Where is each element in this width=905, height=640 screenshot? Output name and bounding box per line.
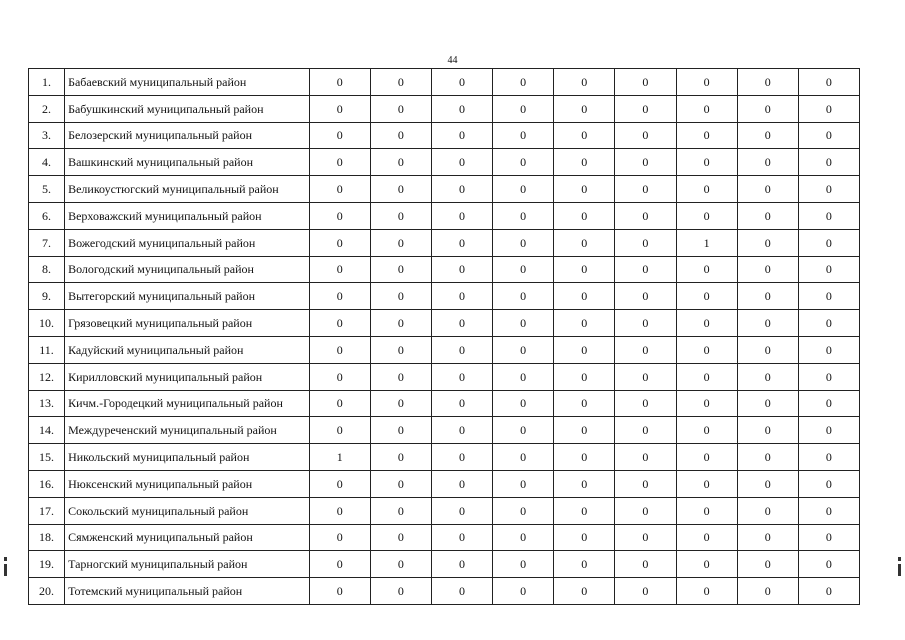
district-name-cell: Бабушкинский муниципальный район: [65, 95, 310, 122]
value-cell-6: 0: [615, 69, 676, 96]
value-cell-8: 0: [737, 202, 798, 229]
value-cell-3: 0: [431, 390, 492, 417]
value-cell-5: 0: [554, 149, 615, 176]
table-row: [29, 149, 860, 176]
value-cell-7: 0: [676, 176, 737, 203]
value-cell-2: 0: [370, 149, 431, 176]
row-number-cell: 7.: [29, 229, 65, 256]
value-cell-9: 0: [798, 122, 859, 149]
value-cell-7: 0: [676, 363, 737, 390]
value-cell-5: 0: [554, 444, 615, 471]
row-number-cell: 19.: [29, 551, 65, 578]
value-cell-5: 0: [554, 95, 615, 122]
value-cell-3: 0: [431, 497, 492, 524]
value-cell-8: 0: [737, 69, 798, 96]
row-number-cell: 18.: [29, 524, 65, 551]
district-table: [28, 68, 860, 605]
value-cell-7: 0: [676, 524, 737, 551]
value-cell-3: 0: [431, 176, 492, 203]
value-cell-1: 0: [309, 417, 370, 444]
value-cell-3: 0: [431, 470, 492, 497]
value-cell-4: 0: [493, 149, 554, 176]
value-cell-4: 0: [493, 336, 554, 363]
value-cell-5: 0: [554, 229, 615, 256]
value-cell-6: 0: [615, 256, 676, 283]
value-cell-8: 0: [737, 551, 798, 578]
value-cell-5: 0: [554, 390, 615, 417]
scan-edge-mark-right: [898, 557, 901, 577]
value-cell-4: 0: [493, 578, 554, 605]
value-cell-5: 0: [554, 470, 615, 497]
value-cell-8: 0: [737, 390, 798, 417]
row-number-cell: 1.: [29, 69, 65, 96]
value-cell-1: 0: [309, 256, 370, 283]
table-row: [29, 524, 860, 551]
table-row: [29, 470, 860, 497]
row-number-cell: 15.: [29, 444, 65, 471]
value-cell-2: 0: [370, 283, 431, 310]
value-cell-8: 0: [737, 229, 798, 256]
value-cell-9: 0: [798, 444, 859, 471]
value-cell-1: 0: [309, 229, 370, 256]
value-cell-7: 0: [676, 417, 737, 444]
row-number-cell: 2.: [29, 95, 65, 122]
value-cell-8: 0: [737, 470, 798, 497]
value-cell-2: 0: [370, 202, 431, 229]
value-cell-5: 0: [554, 578, 615, 605]
value-cell-1: 0: [309, 551, 370, 578]
district-name-cell: Вологодский муниципальный район: [65, 256, 310, 283]
value-cell-6: 0: [615, 202, 676, 229]
value-cell-6: 0: [615, 363, 676, 390]
value-cell-7: 0: [676, 390, 737, 417]
value-cell-6: 0: [615, 95, 676, 122]
value-cell-3: 0: [431, 202, 492, 229]
value-cell-1: 0: [309, 283, 370, 310]
value-cell-4: 0: [493, 524, 554, 551]
value-cell-4: 0: [493, 122, 554, 149]
district-name-cell: Нюксенский муниципальный район: [65, 470, 310, 497]
value-cell-9: 0: [798, 390, 859, 417]
value-cell-7: 0: [676, 95, 737, 122]
value-cell-7: 0: [676, 470, 737, 497]
row-number-cell: 20.: [29, 578, 65, 605]
value-cell-2: 0: [370, 363, 431, 390]
table-row: [29, 256, 860, 283]
value-cell-2: 0: [370, 69, 431, 96]
value-cell-8: 0: [737, 122, 798, 149]
row-number-cell: 13.: [29, 390, 65, 417]
value-cell-7: 0: [676, 69, 737, 96]
value-cell-6: 0: [615, 176, 676, 203]
value-cell-5: 0: [554, 551, 615, 578]
district-name-cell: Кичм.-Городецкий муниципальный район: [65, 390, 310, 417]
district-name-cell: Кадуйский муниципальный район: [65, 336, 310, 363]
value-cell-6: 0: [615, 578, 676, 605]
value-cell-1: 0: [309, 95, 370, 122]
value-cell-4: 0: [493, 229, 554, 256]
value-cell-7: 0: [676, 122, 737, 149]
value-cell-3: 0: [431, 283, 492, 310]
row-number-cell: 3.: [29, 122, 65, 149]
value-cell-7: 0: [676, 149, 737, 176]
value-cell-9: 0: [798, 283, 859, 310]
value-cell-7: 0: [676, 283, 737, 310]
value-cell-7: 0: [676, 551, 737, 578]
value-cell-2: 0: [370, 336, 431, 363]
value-cell-1: 0: [309, 497, 370, 524]
value-cell-1: 0: [309, 149, 370, 176]
value-cell-8: 0: [737, 578, 798, 605]
row-number-cell: 8.: [29, 256, 65, 283]
value-cell-4: 0: [493, 95, 554, 122]
value-cell-5: 0: [554, 69, 615, 96]
district-name-cell: Сямженский муниципальный район: [65, 524, 310, 551]
value-cell-2: 0: [370, 176, 431, 203]
value-cell-9: 0: [798, 551, 859, 578]
value-cell-2: 0: [370, 229, 431, 256]
value-cell-6: 0: [615, 497, 676, 524]
district-name-cell: Вожегодский муниципальный район: [65, 229, 310, 256]
value-cell-3: 0: [431, 122, 492, 149]
value-cell-2: 0: [370, 524, 431, 551]
value-cell-9: 0: [798, 497, 859, 524]
value-cell-7: 0: [676, 336, 737, 363]
value-cell-6: 0: [615, 524, 676, 551]
value-cell-9: 0: [798, 69, 859, 96]
value-cell-1: 0: [309, 176, 370, 203]
table-row: [29, 122, 860, 149]
value-cell-6: 0: [615, 122, 676, 149]
value-cell-2: 0: [370, 470, 431, 497]
district-name-cell: Верховажский муниципальный район: [65, 202, 310, 229]
value-cell-4: 0: [493, 69, 554, 96]
value-cell-1: 0: [309, 363, 370, 390]
district-name-cell: Грязовецкий муниципальный район: [65, 310, 310, 337]
value-cell-5: 0: [554, 283, 615, 310]
value-cell-8: 0: [737, 310, 798, 337]
value-cell-6: 0: [615, 390, 676, 417]
value-cell-7: 0: [676, 578, 737, 605]
value-cell-9: 0: [798, 149, 859, 176]
value-cell-9: 0: [798, 524, 859, 551]
value-cell-4: 0: [493, 363, 554, 390]
table-row: [29, 497, 860, 524]
value-cell-8: 0: [737, 417, 798, 444]
district-name-cell: Вашкинский муниципальный район: [65, 149, 310, 176]
value-cell-8: 0: [737, 497, 798, 524]
value-cell-6: 0: [615, 444, 676, 471]
value-cell-4: 0: [493, 390, 554, 417]
value-cell-8: 0: [737, 95, 798, 122]
district-name-cell: Тотемский муниципальный район: [65, 578, 310, 605]
row-number-cell: 10.: [29, 310, 65, 337]
value-cell-3: 0: [431, 524, 492, 551]
value-cell-5: 0: [554, 363, 615, 390]
value-cell-2: 0: [370, 417, 431, 444]
row-number-cell: 6.: [29, 202, 65, 229]
value-cell-6: 0: [615, 336, 676, 363]
value-cell-5: 0: [554, 497, 615, 524]
table-row: [29, 417, 860, 444]
table-row: [29, 202, 860, 229]
value-cell-3: 0: [431, 336, 492, 363]
value-cell-4: 0: [493, 417, 554, 444]
value-cell-8: 0: [737, 283, 798, 310]
value-cell-7: 0: [676, 256, 737, 283]
value-cell-2: 0: [370, 256, 431, 283]
row-number-cell: 12.: [29, 363, 65, 390]
value-cell-4: 0: [493, 470, 554, 497]
value-cell-9: 0: [798, 578, 859, 605]
table-row: [29, 336, 860, 363]
value-cell-1: 0: [309, 310, 370, 337]
value-cell-5: 0: [554, 202, 615, 229]
value-cell-3: 0: [431, 229, 492, 256]
value-cell-9: 0: [798, 470, 859, 497]
value-cell-2: 0: [370, 390, 431, 417]
value-cell-1: 0: [309, 336, 370, 363]
value-cell-9: 0: [798, 310, 859, 337]
value-cell-3: 0: [431, 363, 492, 390]
table-row: [29, 229, 860, 256]
value-cell-5: 0: [554, 417, 615, 444]
district-name-cell: Кирилловский муниципальный район: [65, 363, 310, 390]
value-cell-1: 0: [309, 470, 370, 497]
value-cell-3: 0: [431, 444, 492, 471]
value-cell-2: 0: [370, 578, 431, 605]
value-cell-9: 0: [798, 256, 859, 283]
value-cell-4: 0: [493, 444, 554, 471]
value-cell-1: 0: [309, 390, 370, 417]
value-cell-1: 0: [309, 122, 370, 149]
value-cell-6: 0: [615, 310, 676, 337]
value-cell-6: 0: [615, 417, 676, 444]
table-row: [29, 578, 860, 605]
value-cell-3: 0: [431, 417, 492, 444]
value-cell-3: 0: [431, 578, 492, 605]
value-cell-1: 0: [309, 202, 370, 229]
value-cell-5: 0: [554, 310, 615, 337]
value-cell-9: 0: [798, 95, 859, 122]
row-number-cell: 14.: [29, 417, 65, 444]
value-cell-4: 0: [493, 256, 554, 283]
table-row: [29, 176, 860, 203]
table-row: [29, 363, 860, 390]
value-cell-9: 0: [798, 202, 859, 229]
value-cell-1: 0: [309, 524, 370, 551]
value-cell-9: 0: [798, 336, 859, 363]
value-cell-9: 0: [798, 363, 859, 390]
row-number-cell: 9.: [29, 283, 65, 310]
value-cell-2: 0: [370, 122, 431, 149]
value-cell-2: 0: [370, 551, 431, 578]
value-cell-9: 0: [798, 229, 859, 256]
value-cell-4: 0: [493, 283, 554, 310]
value-cell-6: 0: [615, 551, 676, 578]
value-cell-6: 0: [615, 149, 676, 176]
value-cell-8: 0: [737, 524, 798, 551]
table-row: [29, 310, 860, 337]
value-cell-8: 0: [737, 256, 798, 283]
value-cell-4: 0: [493, 497, 554, 524]
value-cell-9: 0: [798, 417, 859, 444]
district-name-cell: Великоустюгский муниципальный район: [65, 176, 310, 203]
value-cell-8: 0: [737, 149, 798, 176]
value-cell-5: 0: [554, 256, 615, 283]
value-cell-8: 0: [737, 336, 798, 363]
scan-edge-mark-left: [4, 557, 7, 577]
value-cell-8: 0: [737, 363, 798, 390]
value-cell-4: 0: [493, 310, 554, 337]
page-number: 44: [447, 55, 458, 66]
table-row: [29, 551, 860, 578]
value-cell-3: 0: [431, 551, 492, 578]
value-cell-1: 0: [309, 578, 370, 605]
district-name-cell: Бабаевский муниципальный район: [65, 69, 310, 96]
value-cell-3: 0: [431, 69, 492, 96]
district-name-cell: Вытегорский муниципальный район: [65, 283, 310, 310]
value-cell-2: 0: [370, 444, 431, 471]
value-cell-4: 0: [493, 202, 554, 229]
value-cell-1: 1: [309, 444, 370, 471]
value-cell-5: 0: [554, 122, 615, 149]
value-cell-9: 0: [798, 176, 859, 203]
value-cell-7: 0: [676, 202, 737, 229]
value-cell-7: 0: [676, 497, 737, 524]
district-name-cell: Междуреченский муниципальный район: [65, 417, 310, 444]
table-row: [29, 69, 860, 96]
row-number-cell: 16.: [29, 470, 65, 497]
value-cell-3: 0: [431, 149, 492, 176]
value-cell-7: 0: [676, 310, 737, 337]
value-cell-8: 0: [737, 444, 798, 471]
table-row: [29, 95, 860, 122]
value-cell-3: 0: [431, 95, 492, 122]
district-name-cell: Никольский муниципальный район: [65, 444, 310, 471]
value-cell-2: 0: [370, 95, 431, 122]
value-cell-7: 0: [676, 444, 737, 471]
row-number-cell: 4.: [29, 149, 65, 176]
district-name-cell: Сокольский муниципальный район: [65, 497, 310, 524]
value-cell-2: 0: [370, 310, 431, 337]
value-cell-4: 0: [493, 176, 554, 203]
value-cell-5: 0: [554, 336, 615, 363]
district-name-cell: Белозерский муниципальный район: [65, 122, 310, 149]
value-cell-7: 1: [676, 229, 737, 256]
value-cell-3: 0: [431, 256, 492, 283]
table-row: [29, 390, 860, 417]
value-cell-8: 0: [737, 176, 798, 203]
value-cell-1: 0: [309, 69, 370, 96]
row-number-cell: 17.: [29, 497, 65, 524]
district-name-cell: Тарногский муниципальный район: [65, 551, 310, 578]
value-cell-5: 0: [554, 524, 615, 551]
row-number-cell: 5.: [29, 176, 65, 203]
row-number-cell: 11.: [29, 336, 65, 363]
table-row: [29, 444, 860, 471]
value-cell-4: 0: [493, 551, 554, 578]
value-cell-5: 0: [554, 176, 615, 203]
value-cell-6: 0: [615, 229, 676, 256]
table-body: [29, 69, 860, 605]
value-cell-2: 0: [370, 497, 431, 524]
value-cell-6: 0: [615, 283, 676, 310]
table-row: [29, 283, 860, 310]
value-cell-6: 0: [615, 470, 676, 497]
value-cell-3: 0: [431, 310, 492, 337]
